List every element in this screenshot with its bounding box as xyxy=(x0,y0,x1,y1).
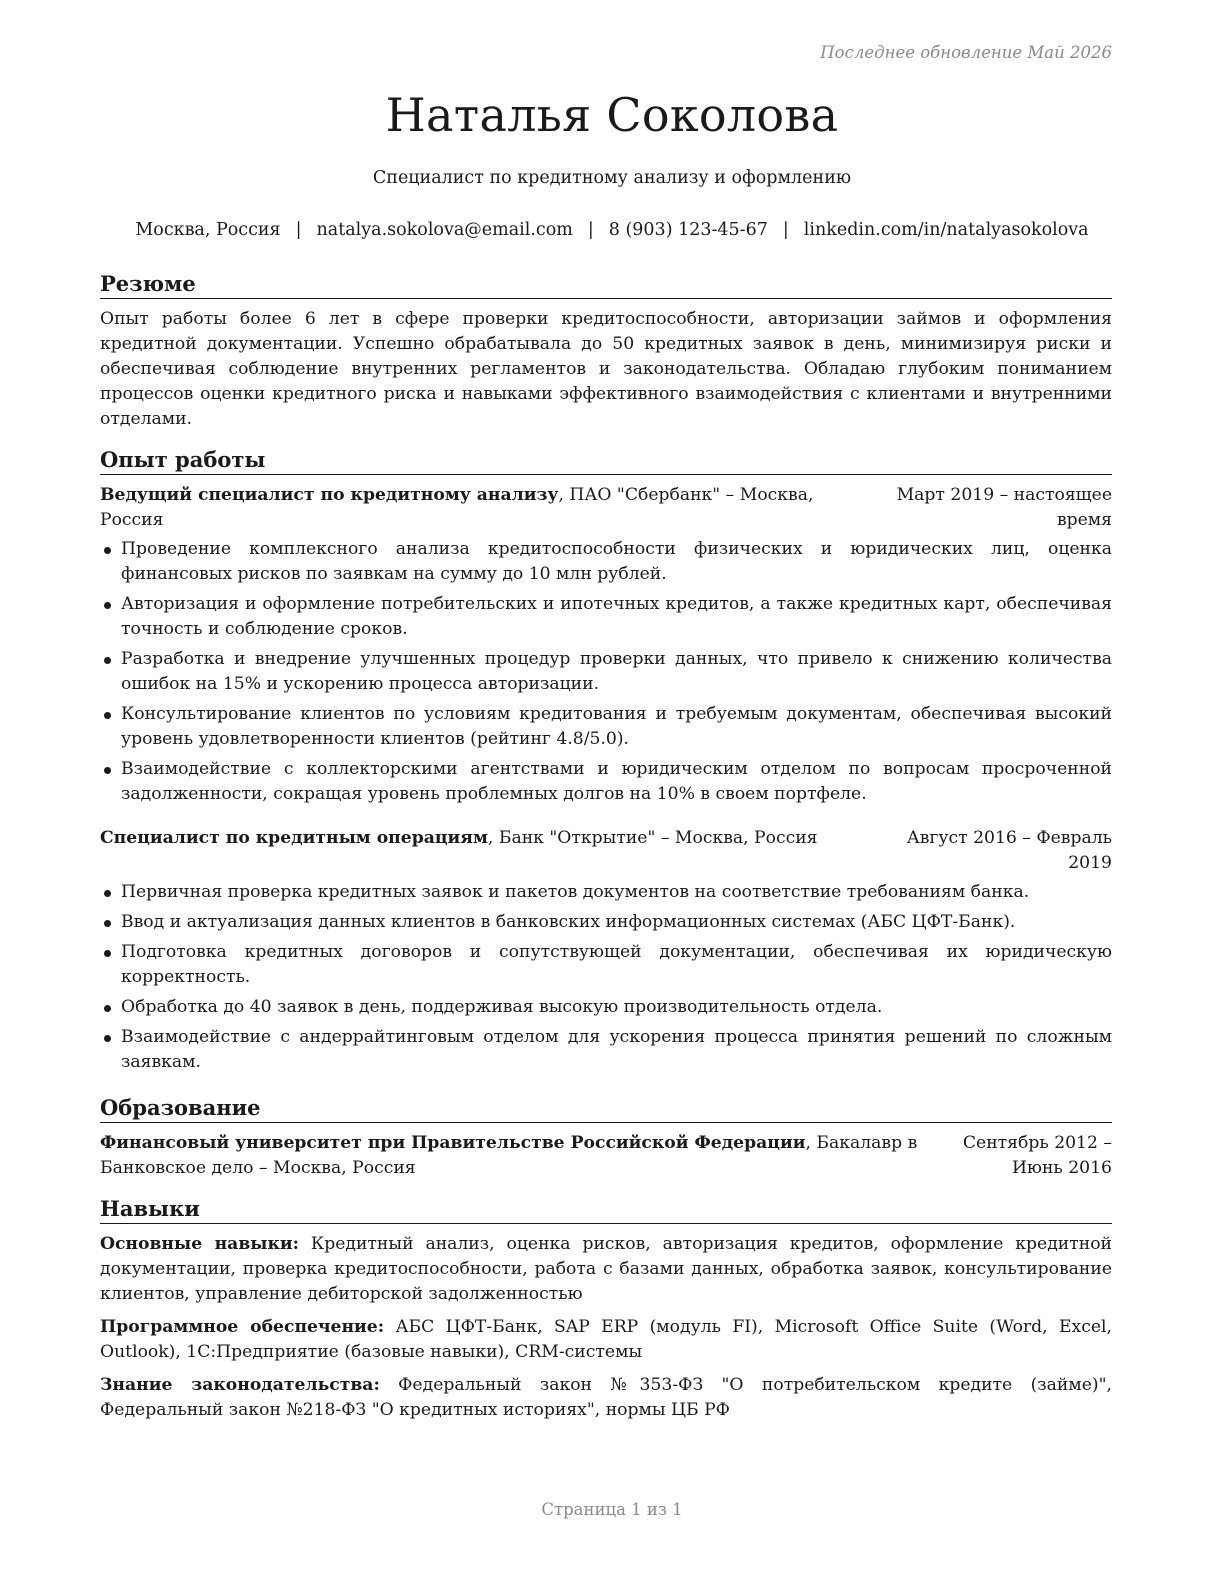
skill-text: Кредитный анализ, оценка рисков, авторизация кредитов, оформление кредитной документации, проверка кредитоспособности, работа с базами данных, обработка заявок, консультирование клиентов, управление дебиторской задолженностью xyxy=(100,1234,1112,1304)
separator: | xyxy=(587,220,594,240)
job-dates: Март 2019 – настоящее время xyxy=(896,485,1112,530)
skill-text: АБС ЦФТ-Банк, SAP ERP (модуль FI), Microsoft Office Suite (Word, Excel, Outlook), 1С:Предприятие (базовые навыки), CRM-системы xyxy=(100,1317,1112,1362)
education-school: Финансовый университет при Правительстве Российской Федерации xyxy=(100,1133,806,1153)
list-item: Консультирование клиентов по условиям кредитования и требуемым документам, обеспечивая высокий уровень удовлетворенности клиентов (рейтинг 4.8/5.0). xyxy=(100,702,1112,752)
section-title-skills: Навыки xyxy=(100,1195,1112,1224)
contact-linkedin[interactable]: linkedin.com/in/natalyasokolova xyxy=(803,220,1089,240)
job-entry xyxy=(100,483,1112,807)
list-item: Подготовка кредитных договоров и сопутствующей документации, обеспечивая их юридическую корректность. xyxy=(100,940,1112,990)
list-item: Обработка до 40 заявок в день, поддерживая высокую производительность отдела. xyxy=(100,995,1112,1020)
job-company: , ПАО "Сбербанк" – Москва, Россия xyxy=(100,485,814,530)
job-position: Специалист по кредитным операциям xyxy=(100,828,488,848)
list-item: Авторизация и оформление потребительских и ипотечных кредитов, а также кредитных карт, обеспечивая точность и соблюдение сроков. xyxy=(100,592,1112,642)
candidate-name: Наталья Соколова xyxy=(385,88,839,142)
skill-label: Программное обеспечение: xyxy=(100,1317,385,1337)
list-item: Взаимодействие с андеррайтинговым отделом для ускорения процесса принятия решений по сложным заявкам. xyxy=(100,1025,1112,1075)
list-item: Разработка и внедрение улучшенных процедур проверки данных, что привело к снижению количества ошибок на 15% и ускорению процесса авторизации. xyxy=(100,647,1112,697)
job-bullets xyxy=(100,537,1112,807)
list-item: Проведение комплексного анализа кредитоспособности физических и юридических лиц, оценка финансовых рисков по заявкам на сумму до 10 млн рублей. xyxy=(100,537,1112,587)
page-number: Страница 1 из 1 xyxy=(541,1500,683,1519)
skill-label: Знание законодательства: xyxy=(100,1375,380,1395)
last-updated: Последнее обновление Май 2026 xyxy=(820,43,1112,62)
list-item: Первичная проверка кредитных заявок и пакетов документов на соответствие требованиям банка. xyxy=(100,880,1112,905)
job-entry xyxy=(100,826,1112,1075)
job-bullets xyxy=(100,880,1112,1075)
section-title-experience: Опыт работы xyxy=(100,446,1112,475)
skill-line xyxy=(100,1232,1112,1307)
separator: | xyxy=(782,220,789,240)
resume-content xyxy=(100,270,1112,1431)
summary-text: Опыт работы более 6 лет в сфере проверки кредитоспособности, авторизации займов и оформления кредитной документации. Успешно обрабатывала до 50 кредитных заявок в день, минимизируя риски и обеспечивая соблюдение внутренних регламентов и законодательства. Обладаю глубоким пониманием процессов оценки кредитного риска и навыками эффективного взаимодействия с клиентами и внутренними отделами. xyxy=(100,309,1112,429)
job-company: , Банк "Открытие" – Москва, Россия xyxy=(487,828,818,848)
section-title-summary: Резюме xyxy=(100,270,1112,299)
education-entry xyxy=(100,1131,1112,1181)
education-degree: , Бакалавр в Банковское дело – Москва, Россия xyxy=(100,1133,918,1178)
section-title-education: Образование xyxy=(100,1094,1112,1123)
skill-line xyxy=(100,1315,1112,1365)
job-dates: Август 2016 – Февраль 2019 xyxy=(906,828,1112,873)
job-position: Ведущий специалист по кредитному анализу xyxy=(100,485,559,505)
list-item: Ввод и актуализация данных клиентов в банковских информационных системах (АБС ЦФТ-Банк). xyxy=(100,910,1112,935)
contact-line xyxy=(0,220,1224,240)
education-dates: Сентябрь 2012 – Июнь 2016 xyxy=(962,1133,1112,1178)
skill-line xyxy=(100,1373,1112,1423)
skill-label: Основные навыки: xyxy=(100,1234,299,1254)
contact-email[interactable]: natalya.sokolova@email.com xyxy=(316,220,573,240)
contact-location: Москва, Россия xyxy=(135,220,281,240)
separator: | xyxy=(295,220,302,240)
skill-text: Федеральный закон №353-ФЗ "О потребительском кредите (займе)", Федеральный закон №218-ФЗ "О кредитных историях", нормы ЦБ РФ xyxy=(100,1375,1112,1420)
job-header xyxy=(100,483,1112,533)
contact-phone[interactable]: 8 (903) 123-45-67 xyxy=(608,220,768,240)
list-item: Взаимодействие с коллекторскими агентствами и юридическим отделом по вопросам просроченной задолженности, сокращая уровень проблемных долгов на 10% в своем портфеле. xyxy=(100,757,1112,807)
job-header xyxy=(100,826,1112,876)
candidate-title: Специалист по кредитному анализу и оформлению xyxy=(372,168,852,188)
